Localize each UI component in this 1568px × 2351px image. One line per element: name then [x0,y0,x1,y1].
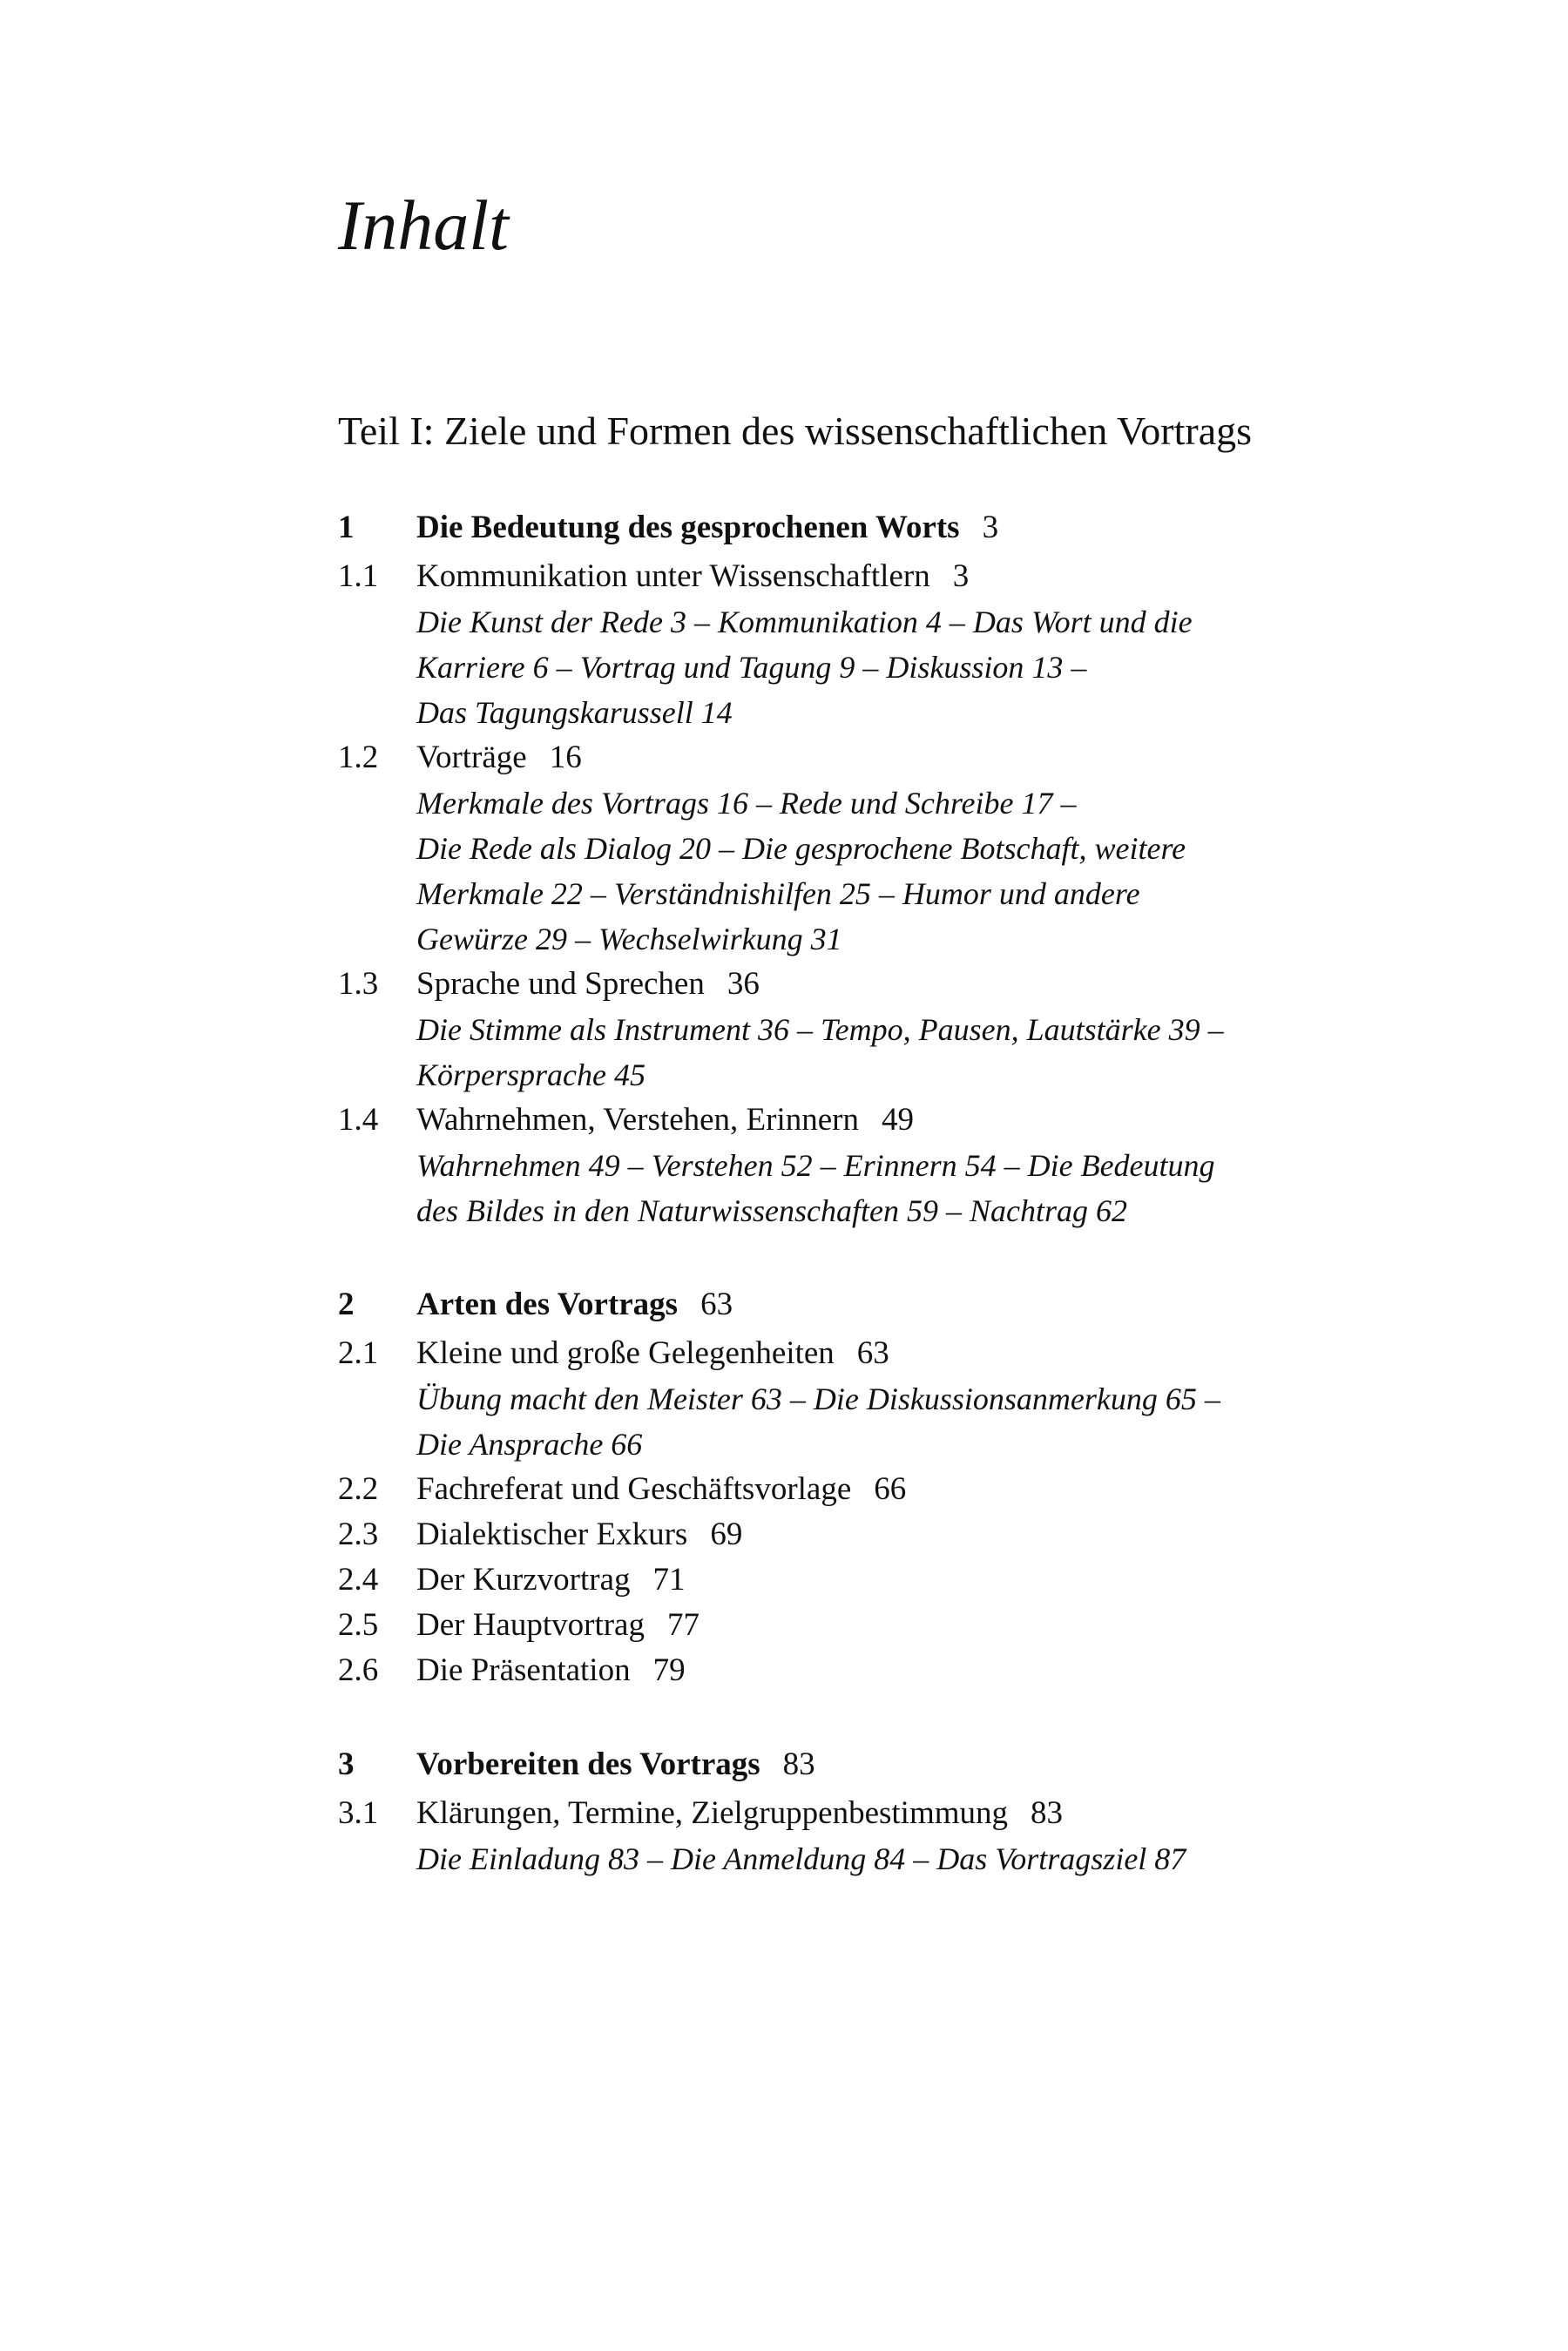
toc-section-row [338,962,1427,1007]
section-number: 1.1 [338,558,379,594]
section-title-cell [416,554,1427,599]
section-number: 1.4 [338,1102,379,1138]
toc-chapter-row [338,505,1427,551]
section-number: 2.2 [338,1471,379,1507]
section-title-cell [416,1467,1427,1512]
section-page-number: 77 [666,1607,700,1643]
chapter-title-cell [416,1742,1427,1787]
toc-section-row [338,1648,1427,1693]
section-title: Sprache und Sprechen [416,966,705,1002]
chapter-page-number: 63 [700,1287,733,1322]
section-title-cell [416,1512,1427,1557]
section-number: 2.4 [338,1562,379,1598]
section-detail-line: Die Einladung 83 – Die Anmeldung 84 – Das Vortragsziel 87 [416,1841,1186,1876]
section-page-number: 66 [874,1471,907,1507]
section-number: 2.3 [338,1517,379,1552]
section-title-cell [416,1648,1427,1693]
section-detail-line: Die Stimme als Instrument 36 – Tempo, Pausen, Lautstärke 39 – [416,1012,1224,1047]
toc-chapter [338,1742,1427,1881]
chapter-number: 1 [338,510,355,545]
toc-section-row [338,1603,1427,1648]
section-number: 2.5 [338,1607,379,1643]
section-detail-line: Merkmale 22 – Verständnishilfen 25 – Humor und andere [416,876,1140,911]
part-heading: Teil I: Ziele und Formen des wissenschaftlichen Vortrags [338,409,1253,453]
chapter-title: Vorbereiten des Vortrags [416,1746,760,1782]
section-title: Der Hauptvortrag [416,1607,645,1643]
section-title: Kommunikation unter Wissenschaftlern [416,558,930,594]
section-title: Wahrnehmen, Verstehen, Erinnern [416,1102,859,1138]
toc-chapter-row [338,1282,1427,1328]
toc-section-row [338,1331,1427,1376]
section-detail-line: Die Ansprache 66 [416,1427,643,1462]
chapter-page-number: 3 [982,510,999,545]
page-title: Inhalt [338,186,509,265]
section-title: Vorträge [416,740,527,775]
section-title-cell [416,735,1427,780]
chapter-title-cell [416,1282,1427,1328]
section-page-number: 63 [856,1335,889,1371]
chapter-title-cell [416,505,1427,551]
chapter-title: Arten des Vortrags [416,1287,679,1322]
section-title: Die Präsentation [416,1652,631,1688]
section-title: Dialektischer Exkurs [416,1517,688,1552]
section-number: 2.6 [338,1652,379,1688]
section-detail-line: Übung macht den Meister 63 – Die Diskussionsanmerkung 65 – [416,1382,1220,1416]
toc-chapter [338,505,1427,1233]
section-title: Der Kurzvortrag [416,1562,631,1598]
section-number: 3.1 [338,1795,379,1831]
section-title-cell [416,1791,1427,1836]
chapter-number: 2 [338,1287,355,1322]
section-number: 2.1 [338,1335,379,1371]
section-title-cell [416,1557,1427,1603]
section-detail-line: Körpersprache 45 [416,1057,645,1092]
toc-section-row [338,1512,1427,1557]
section-page-number: 3 [952,558,970,594]
section-detail-line: Die Rede als Dialog 20 – Die gesprochene Botschaft, weitere [416,831,1186,866]
section-page-number: 16 [549,740,582,775]
section-detail-line: Gewürze 29 – Wechselwirkung 31 [416,922,842,956]
section-detail-line: Karriere 6 – Vortrag und Tagung 9 – Diskussion 13 – [416,650,1087,685]
chapter-page-number: 83 [782,1746,815,1782]
section-title: Kleine und große Gelegenheiten [416,1335,835,1371]
chapter-title: Die Bedeutung des gesprochenen Worts [416,510,960,545]
section-detail-line: Merkmale des Vortrags 16 – Rede und Schreibe 17 – [416,786,1077,821]
toc-section-row [338,735,1427,780]
section-title: Klärungen, Termine, Zielgruppenbestimmung [416,1795,1009,1831]
section-page-number: 71 [652,1562,686,1598]
section-detail-line: des Bildes in den Naturwissenschaften 59 – Nachtrag 62 [416,1193,1127,1228]
section-page-number: 36 [727,966,760,1002]
table-of-contents [338,505,1427,1881]
section-page-number: 69 [710,1517,743,1552]
section-title-cell [416,1331,1427,1376]
section-page-number: 83 [1031,1795,1064,1831]
section-number: 1.3 [338,966,379,1002]
section-page-number: 49 [882,1102,914,1138]
toc-section-row [338,1557,1427,1603]
section-title-cell [416,1603,1427,1648]
toc-section-row [338,554,1427,599]
section-title-cell [416,1098,1427,1143]
section-detail-line: Das Tagungskarussell 14 [416,695,733,730]
section-detail-line: Die Kunst der Rede 3 – Kommunikation 4 – Das Wort und die [416,605,1193,639]
section-number: 1.2 [338,740,379,775]
section-title: Fachreferat und Geschäftsvorlage [416,1471,852,1507]
section-title-cell [416,962,1427,1007]
toc-section-row [338,1791,1427,1836]
section-detail-line: Wahrnehmen 49 – Verstehen 52 – Erinnern 54 – Die Bedeutung [416,1148,1215,1183]
chapter-number: 3 [338,1746,355,1782]
toc-section-row [338,1098,1427,1143]
toc-chapter-row [338,1742,1427,1787]
toc-section-row [338,1467,1427,1512]
toc-chapter [338,1282,1427,1693]
section-page-number: 79 [652,1652,686,1688]
